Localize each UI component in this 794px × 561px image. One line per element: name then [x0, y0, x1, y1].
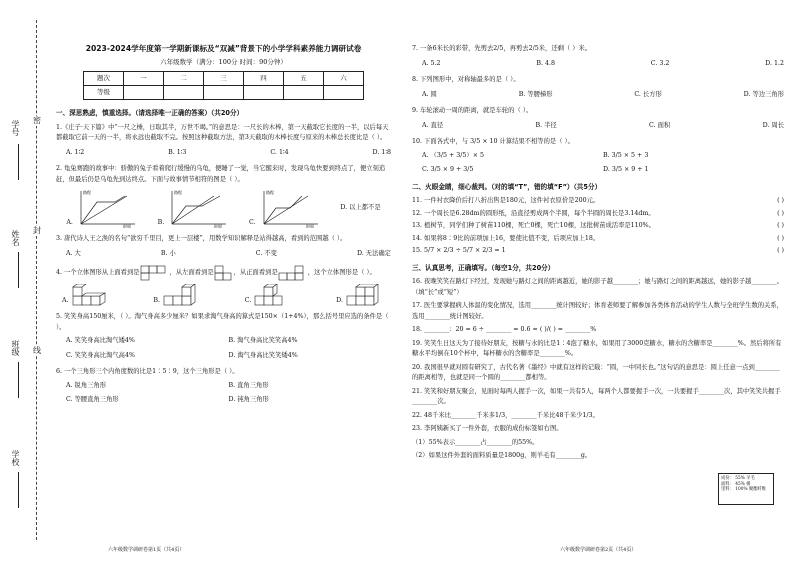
option-a-label: A.	[62, 296, 69, 304]
score-header-cell: 一	[124, 72, 164, 86]
option-b[interactable]: B. 半径	[535, 121, 557, 129]
option-b-label: B.	[157, 218, 165, 226]
question-9-options	[412, 121, 784, 132]
option-a[interactable]: A. 1∶2	[66, 148, 85, 156]
left-content	[56, 44, 391, 412]
tf-answer-box[interactable]: ( )	[777, 247, 784, 254]
question-16: 16. 夜晚笑笑在路灯下经过，发现她与路灯之间的距离越近，她的影子越________；她与路灯之间的距离越远，她的影子越________。（填“长”或“短”）	[412, 278, 783, 296]
tf-answer-box[interactable]: ( )	[777, 197, 784, 204]
label-row: 面料： 45% 棉	[721, 481, 751, 487]
tf-answer-box[interactable]: ( )	[777, 234, 784, 242]
option-b[interactable]: B. 淘气身高比笑笑高4%	[228, 337, 298, 344]
score-header-cell: 二	[164, 72, 204, 86]
question-4	[56, 265, 391, 281]
option-d[interactable]: D. 等边三角形	[743, 90, 784, 98]
question-8: 8. 下列图形中，对称轴最多的是（ ）。	[412, 76, 520, 83]
tf-statement: 14. 如果将8∶9比的前项加上16，要使比值不变，后项应加上18。	[412, 234, 600, 242]
graph-xlabel: 时间	[305, 224, 314, 228]
score-table-header-row	[84, 72, 364, 86]
tf-statement: 11. 一件衬衣降价后打八折出售是180元，这件衬衣原价是200元。	[412, 197, 600, 204]
label-row: 成份： 55% 羊毛	[721, 476, 755, 481]
question-1-options	[56, 148, 391, 159]
option-d[interactable]: D. 3/5 × 9 + 1	[603, 166, 649, 173]
score-table	[83, 71, 364, 100]
exam-subtitle: 六年级数学（满分：100分 时间：90分钟）	[160, 57, 287, 66]
tf-answer-box[interactable]: ( )	[777, 209, 784, 217]
score-grade-cell[interactable]	[204, 86, 244, 100]
option-d[interactable]: D. 周长	[762, 121, 784, 129]
cube-stack-b	[162, 284, 202, 306]
option-a[interactable]	[62, 284, 111, 306]
page-footer-right: 六年级数学调研卷第2页（共4页）	[560, 547, 637, 553]
option-b[interactable]: B. 等腰梯形	[518, 90, 553, 98]
option-c[interactable]: C. 等腰直角三角形	[66, 396, 119, 403]
graph-ylabel: 路程	[174, 190, 183, 195]
distance-time-graph-b	[166, 188, 228, 228]
school-line	[18, 472, 19, 508]
question-5: 5. 笑笑身高150厘米，（ ）。淘气身高多少厘米？如果求淘气身高的算式是150×（1+4%），那么括号里应选的条件是（ ）。	[56, 313, 389, 331]
tf-answer-box[interactable]: ( )	[777, 222, 784, 229]
question-4-text-a: 4. 一个立体图形从上面看到是	[56, 268, 140, 276]
true-false-item	[412, 209, 784, 220]
option-a[interactable]: A. 圆	[422, 90, 437, 98]
clothing-label-box	[718, 473, 774, 505]
graph-xlabel: 时间	[122, 224, 131, 228]
cube-stack-a	[71, 284, 111, 306]
option-a-label: A.	[66, 218, 73, 226]
option-a[interactable]: A. （3/5 + 3/5）× 5	[422, 151, 484, 159]
option-c[interactable]: C. 3/5 × 9 + 3/5	[422, 166, 474, 173]
score-header-cell: 五	[284, 72, 324, 86]
question-9: 9. 车轮滚动一周的距离，就是车轮的（ ）。	[412, 107, 533, 114]
label-row: 里料： 100% 聚酯纤维	[721, 487, 767, 492]
section-3-heading: 三、认真思考，正确填写。（每空1分，共20分）	[412, 263, 555, 272]
question-6-options	[56, 381, 391, 406]
binding-field-school: 学校	[11, 450, 20, 466]
score-grade-label: 等级	[84, 86, 124, 100]
score-grade-cell[interactable]	[284, 86, 324, 100]
option-d[interactable]: D. 以上都不是	[340, 203, 381, 211]
option-d[interactable]: D. 钝角三角形	[228, 396, 269, 403]
question-10: 10. 下面各式中，与 3/5 × 10 计算结果不相等的是（ ）。	[412, 138, 574, 145]
score-grade-cell[interactable]	[124, 86, 164, 100]
left-view-figure	[214, 265, 234, 281]
option-b[interactable]: B. 直角三角形	[228, 381, 269, 389]
option-d[interactable]	[336, 284, 385, 306]
tf-statement: 13. 植树节，同学们种了树苗110棵，死亡0棵，死亡10棵，这批树苗成活率是110%。	[412, 222, 655, 229]
option-c[interactable]	[245, 284, 294, 306]
top-view-figure	[140, 265, 170, 281]
question-4-text-c: ，从正面看到是	[233, 268, 278, 276]
graph-ylabel: 路程	[82, 190, 91, 195]
graph-ylabel: 路程	[265, 190, 274, 195]
graph-option-c[interactable]	[249, 188, 320, 228]
true-false-item	[412, 234, 784, 245]
question-20: 20. 我国很早就对圆有研究了，古代名著《墨经》中就有这样的记载：“圆，一中同长也。”这句话的意思是：圆上任意一点到________的距离相等，也就是同一个圆的________都相等。	[412, 363, 780, 381]
true-false-item	[412, 221, 784, 232]
option-b-label: B.	[153, 296, 160, 304]
option-b[interactable]	[153, 284, 202, 306]
true-false-item	[412, 196, 784, 207]
tf-statement: 12. 一个周长是6.28dm的圆形纸，沿直径剪成两个半圆，每个半圆的周长是3.14dm。	[412, 209, 655, 217]
score-grade-cell[interactable]	[164, 86, 204, 100]
cube-stack-c	[253, 284, 293, 306]
score-header-cell: 题次	[84, 72, 124, 86]
question-4-text-d: ，这个立体图形是（ ）。	[307, 268, 376, 276]
score-grade-cell[interactable]	[244, 86, 284, 100]
tf-statement: 15. 5/7 × 2/3 ÷ 5/7 × 2/3 = 1	[412, 247, 506, 254]
binding-field-name: 姓名	[11, 230, 20, 246]
question-8-options	[412, 90, 784, 101]
page-footer-left: 六年级数学调研卷第1页（共4页）	[108, 547, 185, 553]
question-21: 21. 笑笑和好朋友聚会，见面时每两人握手一次，如果一共有5人，每两个人都要握手一次，一共要握手________次，其中笑笑共握手________次。	[412, 387, 781, 405]
seal-word-mi: 密	[33, 116, 41, 125]
cube-stack-d	[345, 284, 385, 306]
question-2: 2. 龟兔赛跑的故事中：骄傲的兔子看着爬行缓慢的乌龟，便睡了一觉，当它醒来时，发现乌龟快要到终点了，便立刻追赶，但最后仍是乌龟先到达终点。下面与故事情节相符的图是（ ）。	[56, 165, 386, 183]
option-b[interactable]: B. 4.8	[536, 59, 555, 67]
question-18: 18. ________：20 = 6 ÷ ________ = 0.6 = ( )/( ) = ________%	[412, 326, 597, 333]
question-2-graphs	[56, 188, 391, 228]
exam-title: 2023-2024学年度第一学期新课标及“双减”背景下的小学学科素养能力调研试卷	[85, 44, 362, 53]
seal-word-xian: 线	[33, 346, 41, 355]
option-d[interactable]: D. 无法确定	[356, 249, 391, 257]
option-b[interactable]: B. 小	[160, 249, 176, 257]
right-content	[412, 44, 784, 465]
option-d[interactable]: D. 1.2	[765, 59, 784, 67]
question-22: 22. 48千米比________千米多1/3，________千米比48千米少1/3。	[412, 411, 599, 419]
graph-option-b[interactable]	[158, 188, 229, 228]
binding-margin	[0, 0, 52, 561]
front-view-figure	[278, 265, 308, 281]
seal-dashed-line	[36, 20, 37, 540]
true-false-item	[412, 246, 784, 257]
graph-xlabel: 时间	[214, 224, 223, 228]
option-a[interactable]: A. 笑笑身高比淘气矮4%	[66, 337, 135, 344]
question-23-part-2: （2）如果这件外套的面料质量是1800g，则羊毛有________g。	[412, 452, 592, 459]
question-17: 17. 医生要掌握病人体温的变化情况，选用________统计图较好；体育老师要了解参加各类体育活动的学生人数与全班学生数的关系，选用________统计图较好。	[412, 302, 783, 320]
seal-word-feng: 封	[33, 226, 41, 235]
question-7-options	[412, 59, 784, 70]
score-header-cell: 四	[244, 72, 284, 86]
option-c-label: C.	[244, 296, 252, 304]
question-1: 1.《庄子·天下篇》中“一尺之棰，日取其半，万世不竭。”的意思是：一尺长的木棒，第一天截取它长度的一半，以后每天都截取它前一天的一半，将永远也截取不完。按照这种截取方法，第3天截取的木棒长度与原来的木棒总长度比是（ ）。	[56, 123, 389, 141]
question-5-options	[56, 336, 391, 361]
question-7: 7. 一条6米长的彩带，先剪去2/5，再剪去2/5米，还剩（ ）米。	[412, 45, 592, 52]
binding-field-student-id: 学号	[11, 120, 20, 136]
question-19: 19. 笑笑生日这天为了接待好朋友，按糖与水的比是1∶4泡了糖水，如果用了3000克糖水，糖水的含糖率是________%。然后将所有糖水平均倒在10个杯中，每杯糖水的含糖率是________%。	[412, 339, 782, 357]
option-a[interactable]: A. 5.2	[422, 59, 441, 67]
section-2-heading: 二、火眼金睛，细心裁判。（对的填“T”，错的填“F”）（共5分）	[412, 182, 602, 191]
graph-option-a[interactable]	[66, 188, 137, 228]
question-23-part-1: （1）55%表示________占________的55%。	[412, 438, 539, 446]
option-a[interactable]: A. 直径	[422, 121, 444, 129]
distance-time-graph-c	[258, 188, 320, 228]
option-c[interactable]: C. 长方形	[634, 90, 662, 98]
section-1-heading: 一、深思熟虑，慎重选择。（请选择唯一正确的答案）（共20分）	[56, 109, 244, 117]
option-c[interactable]: C. 面积	[649, 121, 671, 129]
class-line	[18, 362, 19, 398]
score-grade-cell[interactable]	[324, 86, 364, 100]
question-10-options	[412, 151, 784, 176]
option-c-label: C.	[249, 218, 256, 226]
binding-field-class: 班级	[11, 340, 20, 356]
option-a[interactable]: A. 锐角三角形	[66, 381, 107, 389]
option-c[interactable]: C. 不变	[255, 249, 277, 257]
question-23: 23. 李阿姨新买了一件外套，衣服的成份标签如右图。	[412, 425, 563, 432]
question-3: 3. 唐代诗人王之涣的名句“欲穷千里目，更上一层楼”，用数学知识解释是站得越高，看到的范围越（ ）。	[56, 235, 347, 242]
name-line	[18, 252, 19, 288]
option-b[interactable]: B. 1∶3	[168, 148, 187, 156]
question-3-options	[56, 249, 391, 260]
option-d[interactable]: D. 1∶8	[372, 148, 391, 156]
option-c[interactable]: C. 3.2	[650, 59, 670, 67]
distance-time-graph-a	[75, 188, 137, 228]
option-d[interactable]: D. 淘气身高比笑笑矮4%	[228, 351, 298, 359]
question-4-options	[62, 284, 385, 306]
question-6: 6. 一个三角形三个内角度数的比是1∶5∶9，这个三角形是（ ）。	[56, 368, 239, 375]
score-header-cell: 三	[204, 72, 244, 86]
score-header-cell: 六	[324, 72, 364, 86]
question-4-text-b: ，从左面看到是	[169, 268, 214, 276]
option-a[interactable]: A. 大	[66, 249, 81, 257]
option-b[interactable]: B. 3/5 × 5 + 3	[603, 151, 649, 159]
student-id-line	[18, 144, 19, 180]
score-table-grade-row	[84, 86, 364, 100]
option-c[interactable]: C. 1∶4	[270, 148, 289, 156]
option-c[interactable]: C. 笑笑身高比淘气高4%	[66, 351, 135, 359]
option-d-label: D.	[336, 296, 343, 304]
